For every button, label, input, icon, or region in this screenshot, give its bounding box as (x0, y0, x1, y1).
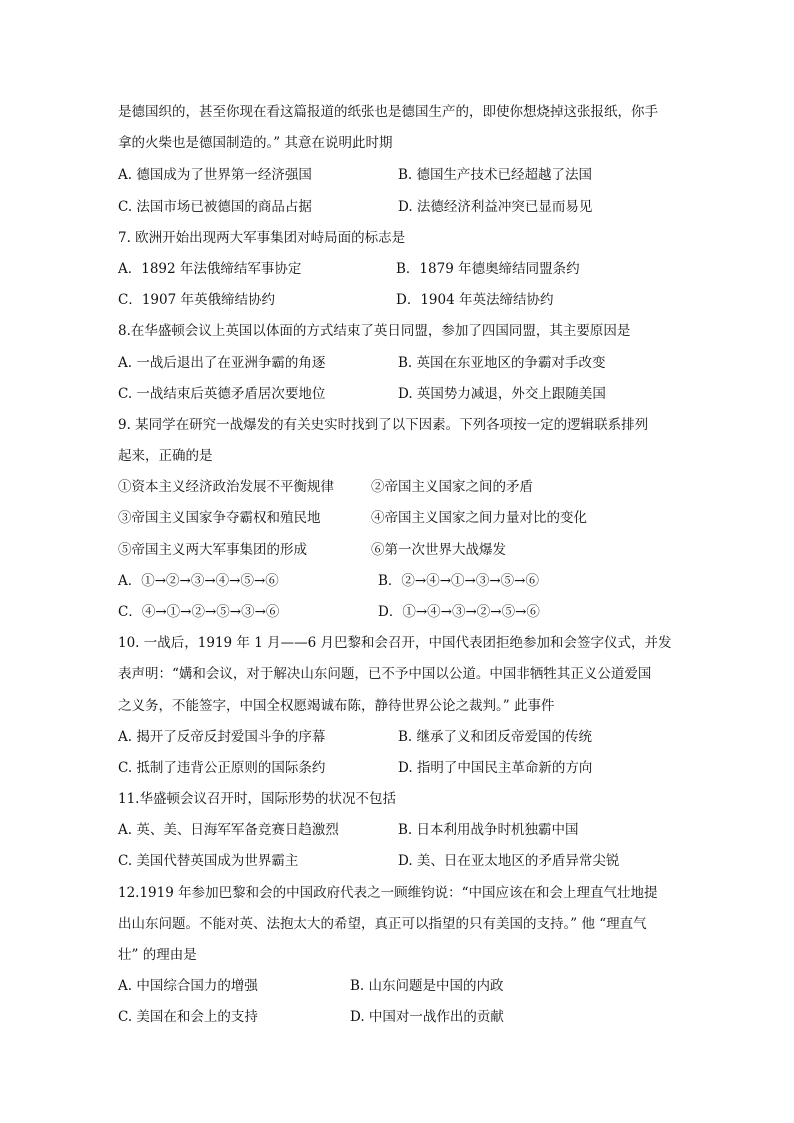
q12-stem-line-1: 12.1919 年参加巴黎和会的中国政府代表之一顾维钧说：“中国应该在和会上理直气壮地提 (118, 885, 658, 901)
q7-option-b: B．1879 年德奥缔结同盟条约 (396, 261, 580, 277)
q7-stem: 7. 欧洲开始出现两大军事集团对峙局面的标志是 (118, 230, 406, 246)
q9-option-d: D．①→④→③→②→⑤→⑥ (378, 604, 540, 620)
q10-option-a: A. 揭开了反帝反封爱国斗争的序幕 (118, 729, 326, 745)
q9-factor-4: ④帝国主义国家之间力量对比的变化 (371, 510, 587, 526)
q12-option-d: D. 中国对一战作出的贡献 (350, 1009, 504, 1025)
q9-option-c: C．④→①→②→⑤→③→⑥ (118, 604, 280, 620)
q10-option-b: B. 继承了义和团反帝爱国的传统 (398, 729, 593, 745)
q9-option-b: B．②→④→①→③→⑤→⑥ (378, 573, 539, 589)
q9-factor-6: ⑥第一次世界大战爆发 (371, 542, 506, 558)
q8-option-d: D. 英国势力减退，外交上跟随美国 (398, 386, 606, 402)
q9-factor-3: ③帝国主义国家争夺霸权和殖民地 (118, 510, 321, 526)
q9-factor-2: ②帝国主义国家之间的矛盾 (371, 479, 533, 495)
intro-option-c: C. 法国市场已被德国的商品占据 (118, 199, 312, 215)
q10-option-c: C. 抵制了违背公正原则的国际条约 (118, 760, 326, 776)
intro-line-1: 是德国织的，甚至你现在看这篇报道的纸张也是德国生产的，即使你想烧掉这张报纸，你手 (118, 104, 658, 120)
q12-stem-line-3: 壮” 的理由是 (118, 947, 197, 963)
q12-option-b: B. 山东问题是中国的内政 (350, 978, 504, 994)
q9-factor-5: ⑤帝国主义两大军事集团的形成 (118, 542, 307, 558)
q11-stem: 11.华盛顿会议召开时，国际形势的状况不包括 (118, 791, 396, 807)
q10-stem-line-3: 之义务，不能签字，中国全权愿竭诚布陈，静待世界公论之裁判。” 此事件 (118, 698, 555, 714)
q8-option-c: C. 一战结束后英德矛盾居次要地位 (118, 386, 326, 402)
q11-option-d: D. 美、日在亚太地区的矛盾异常尖锐 (398, 853, 620, 869)
q12-stem-line-2: 出山东问题。不能对英、法抱太大的希望，真正可以指望的只有美国的支持。” 他 “理直气 (118, 916, 647, 932)
q10-stem-line-2: 表声明：“媾和会议，对于解决山东问题，已不予中国以公道。中国非牺牲其正义公道爱国 (118, 666, 652, 682)
q9-stem-line-1: 9. 某同学在研究一战爆发的有关史实时找到了以下因素。下列各项按一定的逻辑联系排列 (118, 417, 649, 433)
q9-factor-1: ①资本主义经济政治发展不平衡规律 (118, 479, 334, 495)
q9-stem-line-2: 起来，正确的是 (118, 448, 213, 464)
intro-option-b: B. 德国生产技术已经超越了法国 (398, 167, 593, 183)
q9-option-a: A．①→②→③→④→⑤→⑥ (118, 573, 279, 589)
q7-option-a: A．1892 年法俄缔结军事协定 (118, 261, 302, 277)
q12-option-c: C. 美国在和会上的支持 (118, 1009, 258, 1025)
q11-option-c: C. 美国代替英国成为世界霸主 (118, 853, 299, 869)
q11-option-a: A. 英、美、日海军军备竞赛日趋激烈 (118, 822, 339, 838)
intro-option-a: A. 德国成为了世界第一经济强国 (118, 167, 312, 183)
intro-option-d: D. 法德经济利益冲突已显而易见 (398, 199, 593, 215)
q10-stem-line-1: 10. 一战后，1919 年 1 月——6 月巴黎和会召开，中国代表团拒绝参加和会签字仪式，并发 (118, 635, 672, 651)
q12-option-a: A. 中国综合国力的增强 (118, 978, 258, 994)
q10-option-d: D. 指明了中国民主革命新的方向 (398, 760, 593, 776)
q7-option-c: C．1907 年英俄缔结协约 (118, 292, 275, 308)
q8-option-a: A. 一战后退出了在亚洲争霸的角逐 (118, 355, 326, 371)
q8-stem: 8.在华盛顿会议上英国以体面的方式结束了英日同盟，参加了四国同盟，其主要原因是 (118, 323, 631, 339)
q8-option-b: B. 英国在东亚地区的争霸对手改变 (398, 355, 606, 371)
q11-option-b: B. 日本利用战争时机独霸中国 (398, 822, 579, 838)
intro-line-2: 拿的火柴也是德国制造的。” 其意在说明此时期 (118, 135, 393, 151)
q7-option-d: D．1904 年英法缔结协约 (396, 292, 554, 308)
